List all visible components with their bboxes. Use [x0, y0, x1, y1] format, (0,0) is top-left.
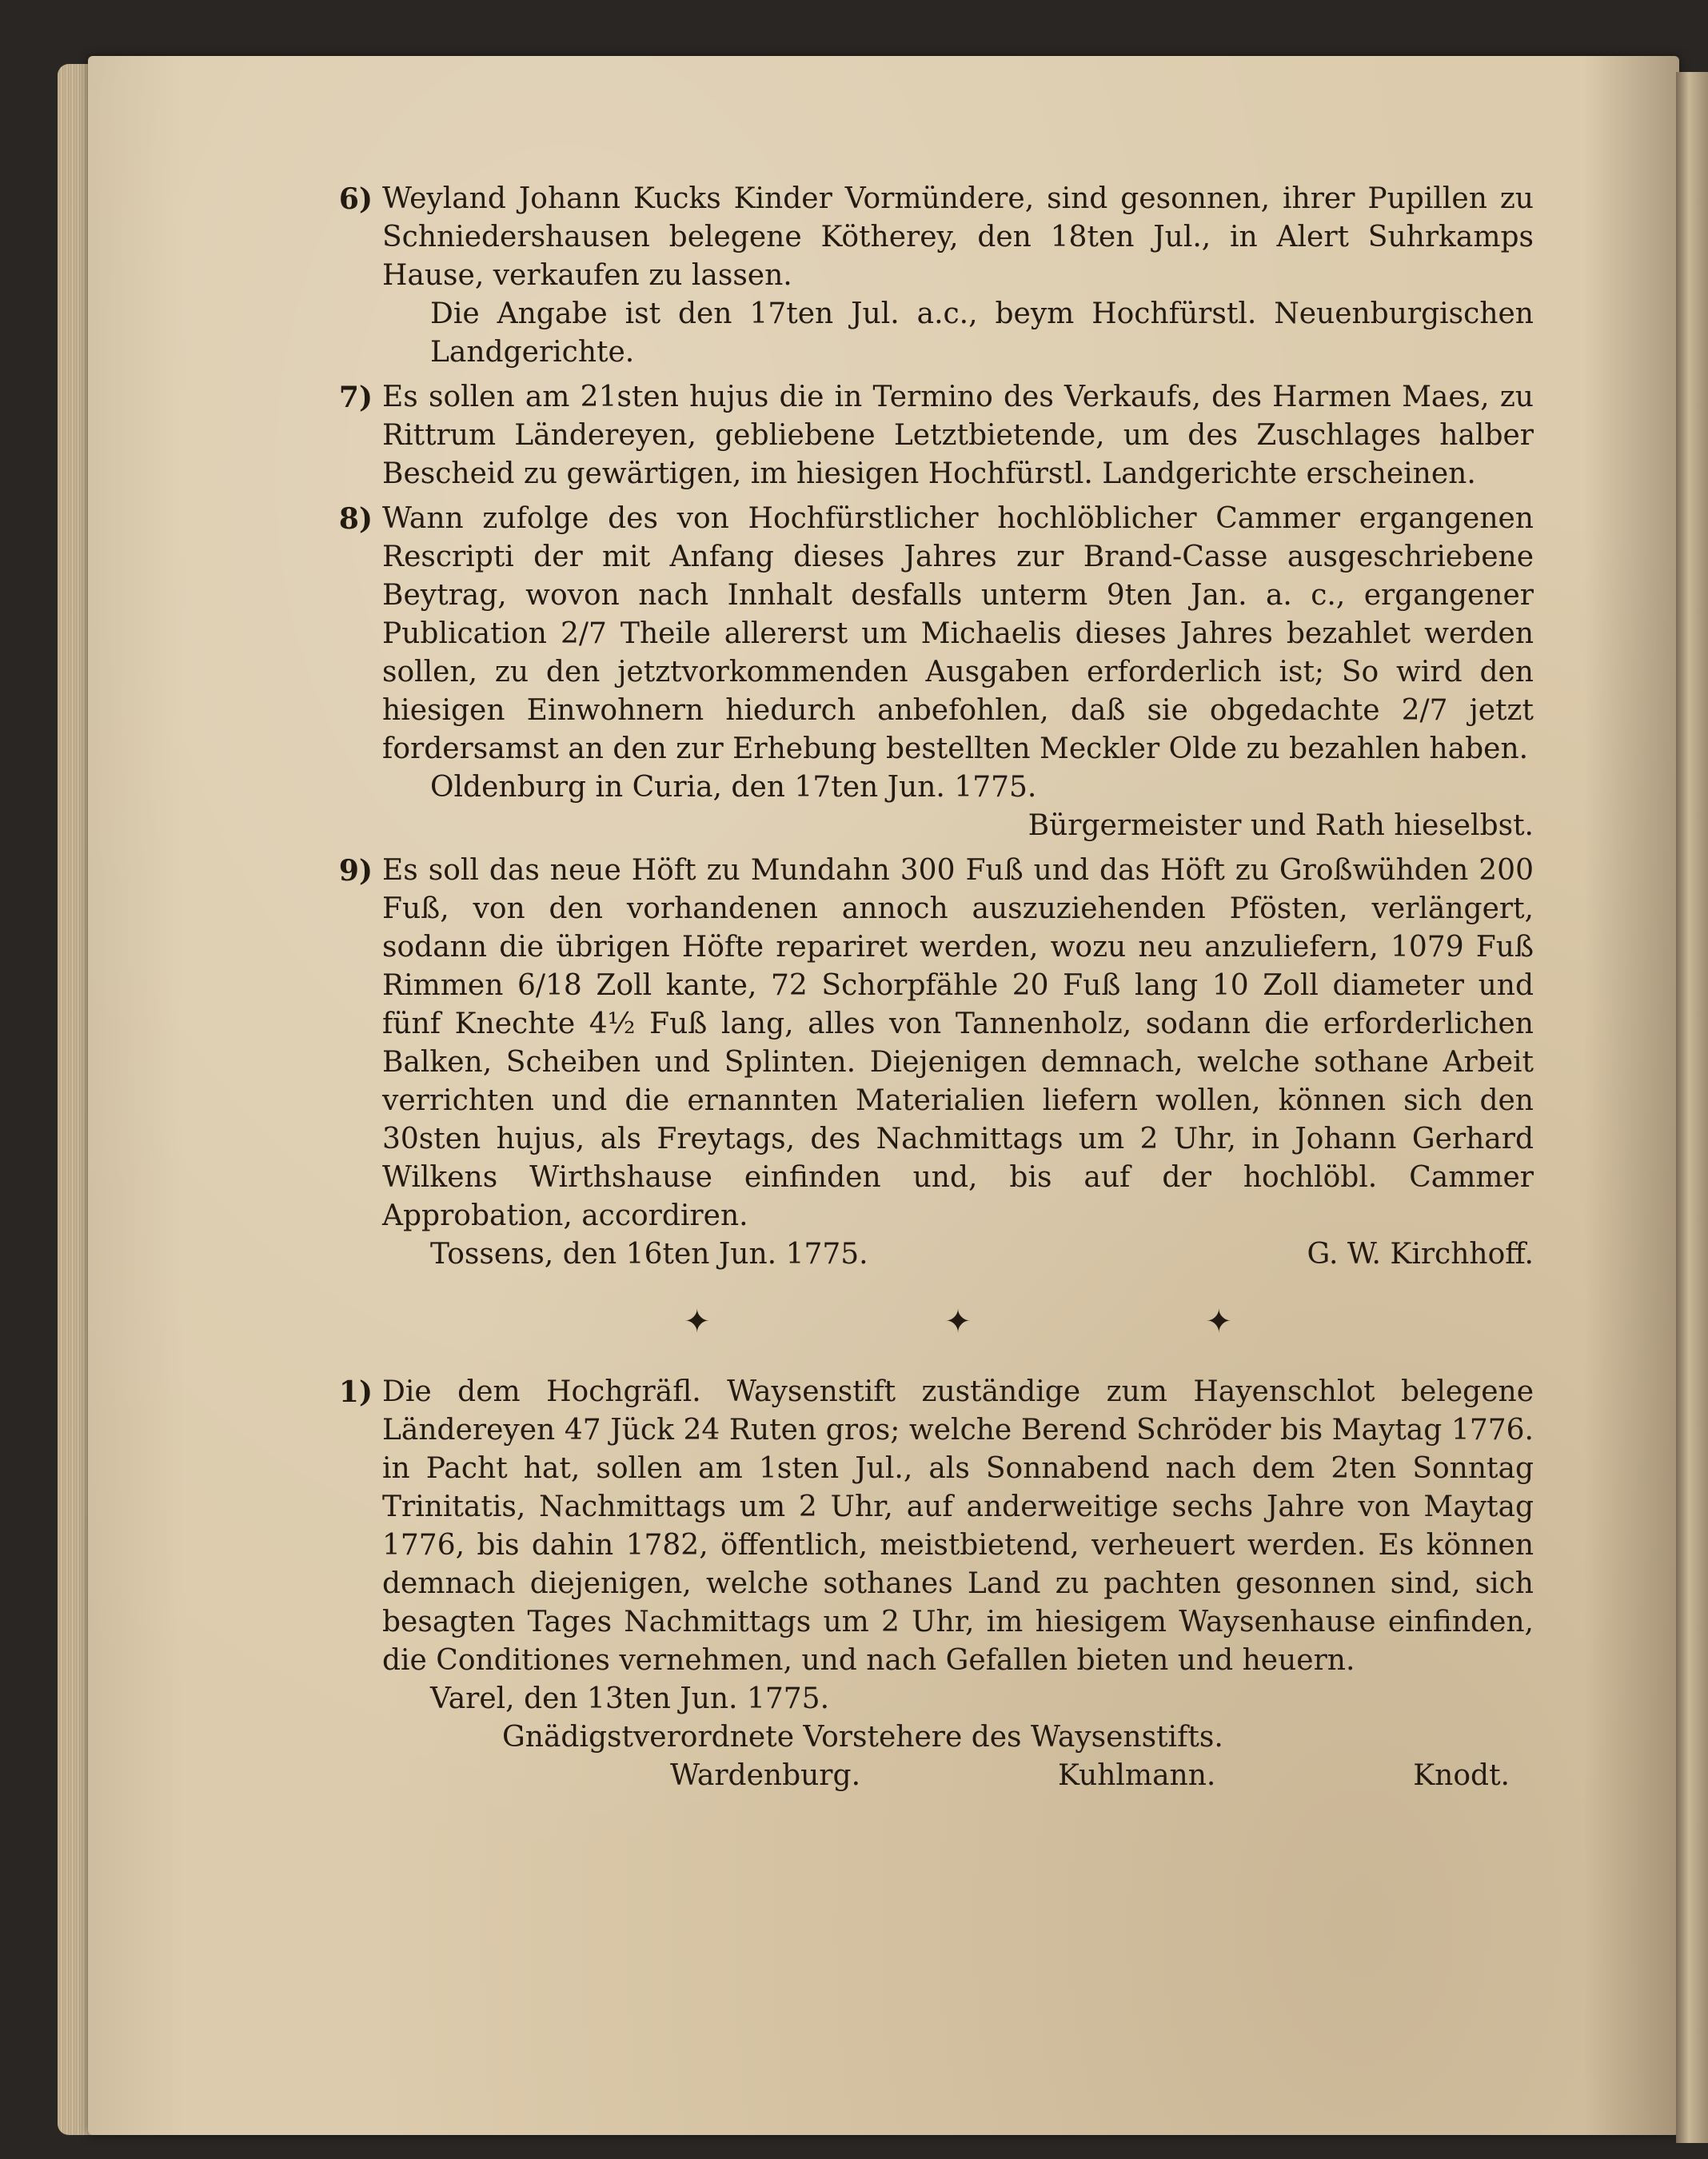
section-divider: ✦ ✦ ✦	[684, 1303, 1344, 1340]
notice-6	[338, 180, 1534, 372]
notice-number: 9)	[338, 854, 373, 888]
notice-signature: G. W. Kirchhoff.	[1307, 1238, 1534, 1271]
notice-7	[338, 378, 1534, 493]
notice-text: Die dem Hochgräfl. Waysenstift zuständige zum Hayenschlot belegene Ländereyen 47 Jück 24 Ruten gros; welche Berend Schröder bis Maytag 1776. in Pacht hat, sollen am 1sten Jul., als Sonnabend nach dem 2ten Sonntag Trinitatis, Nachmittags um 2 Uhr, auf anderweitige sechs Jahre von Maytag 1776, bis dahin 1782, öffentlich, meistbietend, verheuert werden. Es können demnach diejenigen, welche sothanes Land zu pachten gesonnen sind, sich besagten Tages Nachmittags um 2 Uhr, im hiesigem Waysenhause einfinden, die Conditiones vernehmen, und nach Gefallen bieten und heuern.	[382, 1375, 1534, 1677]
notice-note: Die Angabe ist den 17ten Jul. a.c., beym Hochfürstl. Neuenburgischen Landgerichte.	[430, 297, 1534, 369]
notice-dateline: Varel, den 13ten Jun. 1775.	[430, 1682, 830, 1715]
notice-9	[338, 852, 1534, 1274]
notice-8	[338, 500, 1534, 845]
notice-text: Weyland Johann Kucks Kinder Vormündere, sind gesonnen, ihrer Pupillen zu Schniedershausen belegene Kötherey, den 18ten Jul., in Alert Suhrkamps Hause, verkaufen zu lassen.	[382, 182, 1534, 292]
notice-number: 6)	[338, 182, 373, 216]
notice-footer	[382, 1235, 1534, 1274]
notice-1	[338, 1373, 1534, 1795]
signatory-name: Kuhlmann.	[1057, 1759, 1216, 1792]
notice-number: 8)	[338, 502, 373, 536]
page-content	[338, 180, 1534, 1802]
notice-text: Wann zufolge des von Hochfürstlicher hochlöblicher Cammer ergangenen Rescripti der mit Anfang dieses Jahres zur Brand-Casse ausgeschriebene Beytrag, wovon nach Innhalt desfalls unterm 9ten Jan. a. c., ergangener Publication 2/7 Theile allererst um Michaelis dieses Jahres bezahlet werden sollen, zu den jetztvorkommenden Ausgaben erforderlich ist; So wird den hiesigen Einwohnern hiedurch anbefohlen, daß sie obgedachte 2/7 jetzt fordersamst an den zur Erhebung bestellten Meckler Olde zu bezahlen haben.	[382, 502, 1534, 765]
signatory-name: Knodt.	[1413, 1759, 1510, 1792]
signatory-name: Wardenburg.	[670, 1759, 861, 1792]
notice-text: Es sollen am 21sten hujus die in Termino des Verkaufs, des Harmen Maes, zu Rittrum Ländereyen, gebliebene Letztbietende, um des Zuschlages halber Bescheid zu gewärtigen, im hiesigen Hochfürstl. Landgerichte erscheinen.	[382, 381, 1534, 490]
notice-signature: Bürgermeister und Rath hieselbst.	[1028, 809, 1534, 842]
notice-dateline: Oldenburg in Curia, den 17ten Jun. 1775.	[430, 771, 1037, 804]
notice-dateline: Tossens, den 16ten Jun. 1775.	[430, 1238, 868, 1271]
notice-text: Es soll das neue Höft zu Mundahn 300 Fuß und das Höft zu Großwühden 200 Fuß, von den vorhandenen annoch auszuziehenden Pfösten, verlängert, sodann die übrigen Höfte repariret werden, wozu neu anzuliefern, 1079 Fuß Rimmen 6/18 Zoll kante, 72 Schorpfähle 20 Fuß lang 10 Zoll diameter und fünf Knechte 4½ Fuß lang, alles von Tannenholz, sodann die erforderlichen Balken, Scheiben und Splinten. Diejenigen demnach, welche sothane Arbeit verrichten und die ernannten Materialien liefern wollen, können sich den 30sten hujus, als Freytags, des Nachmittags um 2 Uhr, in Johann Gerhard Wilkens Wirthshause einfinden und, bis auf der hochlöbl. Cammer Approbation, accordiren.	[382, 854, 1534, 1232]
notice-number: 1)	[338, 1375, 373, 1409]
signatory-names	[382, 1757, 1534, 1795]
notice-number: 7)	[338, 381, 373, 414]
facing-page-edge	[1676, 72, 1708, 2143]
notice-signature: Gnädigstverordnete Vorstehere des Waysenstifts.	[502, 1721, 1223, 1754]
